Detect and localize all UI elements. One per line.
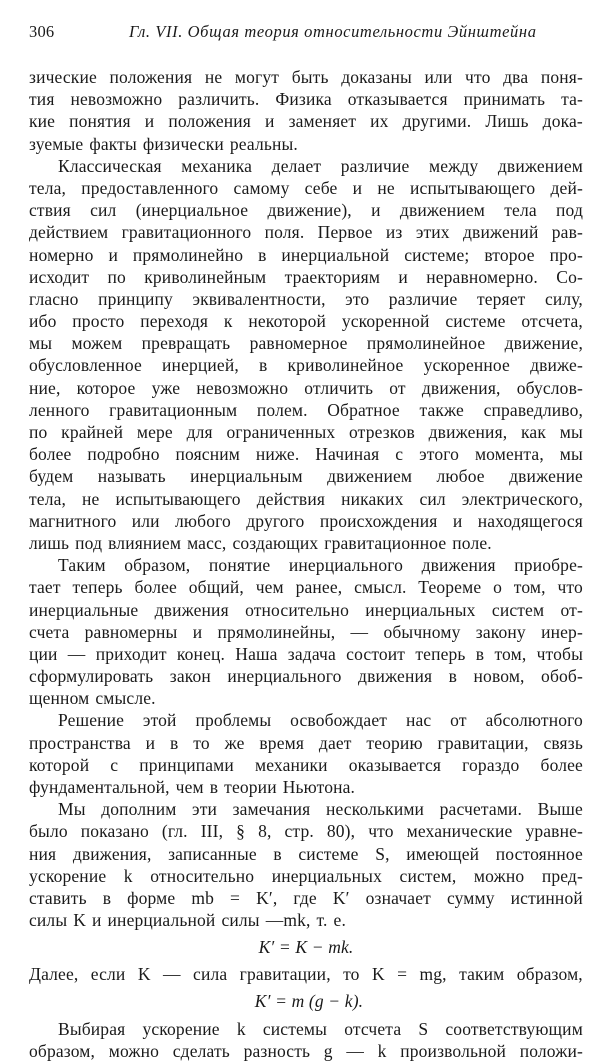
- text-line: сформулировать закон инерциального движения в новом, обоб-: [29, 666, 583, 687]
- text-line: обусловленное инерцией, в криволинейное ускоренное движе-: [29, 355, 583, 376]
- book-page: [29, 22, 583, 1062]
- text-line: будем называть инерциальным движением любое движение: [29, 466, 583, 487]
- text-line: по крайней мере для ограниченных отрезков движения, как мы: [29, 422, 583, 442]
- equation: K′ = m (g − k).: [254, 990, 364, 1011]
- text-line: щенном смысле.: [29, 688, 156, 709]
- text-line: ции — приходит конец. Наша задача состоит теперь в том, чтобы: [29, 643, 583, 664]
- running-title: Гл. VII. Общая теория относительности Эйнштейна: [129, 22, 537, 41]
- page-number: 306: [29, 22, 55, 41]
- text-line: которой с принципами механики оказывается гораздо более: [29, 754, 583, 775]
- text-line: тает теперь более общий, чем ранее, смысл. Теореме о том, что: [29, 577, 583, 598]
- text-line: ставить в форме mb = K′, где K′ означает сумму истинной: [29, 887, 583, 908]
- text-line: Далее, если K — сила гравитации, то K = mg, таким образом,: [29, 964, 583, 985]
- text-line: Таким образом, понятие инерциального движения приобре-: [58, 555, 583, 576]
- text-line: Выбирая ускорение k системы отсчета S соответствующим: [58, 1018, 583, 1039]
- text-line: было показано (гл. III, § 8, стр. 80), что механические уравне-: [29, 821, 583, 842]
- text-line: магнитного или любого другого происхождения и находящегося: [29, 510, 583, 531]
- text-line: Классическая механика делает различие между движением: [58, 155, 583, 176]
- page-header: [29, 22, 583, 52]
- text-line: ленного гравитационным полем. Обратное также справедливо,: [29, 399, 583, 420]
- text-line: лишь под влиянием масс, создающих гравитационное поле.: [29, 532, 492, 553]
- text-line: ния движения, записанные в системе S, имеющей постоянное: [29, 843, 583, 864]
- body-text: [29, 66, 583, 1062]
- text-line: образом, можно сделать разность g — k произвольной положи-: [29, 1040, 583, 1061]
- text-line: номерно и прямолинейно в инерциальной системе; второе про-: [29, 244, 583, 265]
- text-line: исходит по криволинейным траекториям и неравномерно. Со-: [29, 266, 583, 287]
- text-line: кие понятия и положения и заменяет их другими. Лишь дока-: [29, 111, 583, 132]
- equation: K′ = K − mk.: [258, 937, 354, 958]
- text-line: инерциальные движения относительно инерциальных систем от-: [29, 599, 583, 620]
- text-line: зические положения не могут быть доказаны или что два поня-: [29, 67, 583, 87]
- text-line: ние, которое уже невозможно отличить от движения, обуслов-: [29, 377, 583, 398]
- text-line: более подробно поясним ниже. Начиная с этого момента, мы: [29, 444, 583, 465]
- text-line: ибо просто переходя к некоторой ускоренной системе отсчета,: [29, 311, 583, 332]
- text-line: пространства и в то же время дает теорию гравитации, связь: [29, 732, 583, 753]
- text-line: фундаментальной, чем в теории Ньютона.: [29, 777, 356, 797]
- text-line: силы K и инерциальной силы —mk, т. е.: [29, 910, 346, 931]
- text-line: Мы дополним эти замечания несколькими расчетами. Выше: [58, 799, 583, 820]
- text-line: мы можем превращать равномерное прямолинейное движение,: [29, 333, 583, 354]
- text-line: гласно принципу эквивалентности, это различие теряет силу,: [29, 288, 583, 309]
- text-line: действием гравитационного поля. Первое из этих движений рав-: [29, 222, 583, 243]
- text-line: счета равномерны и прямолинейны, — обычному закону инер-: [29, 621, 583, 642]
- text-line: тела, не испытывающего действия никаких сил электрического,: [29, 488, 583, 509]
- text-line: тела, предоставленного самому себе и не испытывающего дей-: [29, 177, 583, 198]
- text-line: зуемые факты физически реальны.: [29, 133, 298, 154]
- text-line: Решение этой проблемы освобождает нас от абсолютного: [58, 710, 583, 731]
- text-line: ствия сил (инерциальное движение), и движением тела под: [29, 200, 583, 221]
- text-line: ускорение k относительно инерциальных систем, можно пред-: [29, 865, 583, 886]
- text-line: тия невозможно различить. Физика отказывается принимать та-: [29, 89, 583, 110]
